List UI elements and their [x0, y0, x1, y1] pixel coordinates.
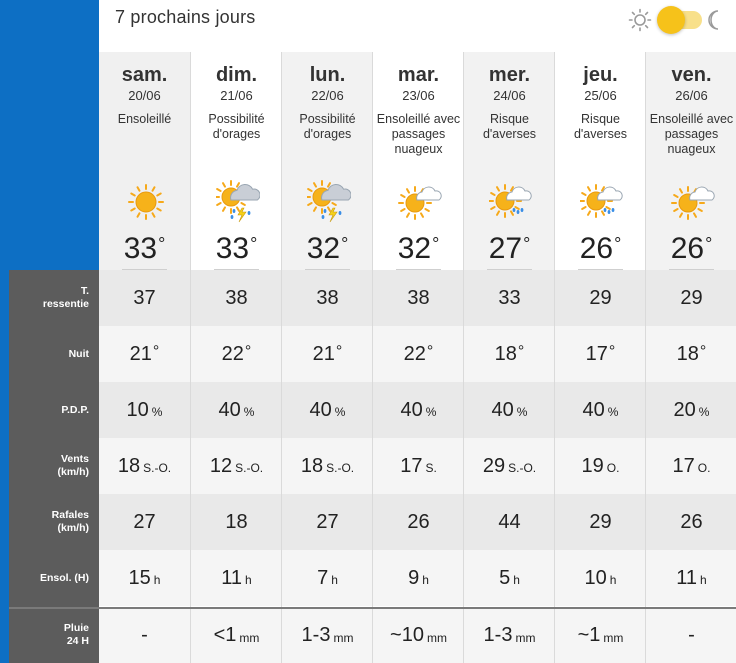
day-condition: Possibilité d'orages — [299, 112, 356, 141]
wind-speed-cell — [191, 438, 282, 494]
row-label-text — [58, 453, 90, 479]
wind-speed-cell — [646, 438, 736, 494]
wind-speed-cell — [282, 438, 373, 494]
rain-24h-value: ~10 — [390, 624, 424, 646]
day-header — [99, 52, 190, 270]
wind-speed-cell — [99, 438, 190, 494]
feels-like-value: 29 — [680, 286, 703, 309]
forecast-grid — [9, 52, 736, 663]
degree-sign: ° — [158, 234, 166, 254]
degree-sign: ° — [335, 343, 343, 360]
rain-24h-value: ~1 — [577, 624, 601, 646]
wind-speed-unit: O. — [697, 461, 711, 475]
day-header — [464, 52, 555, 270]
day-column — [554, 52, 646, 663]
wind-speed-cell — [373, 438, 464, 494]
day-date: 21/06 — [220, 88, 253, 103]
precip-prob-cell — [191, 382, 282, 438]
row-label — [9, 326, 99, 382]
day-column — [372, 52, 464, 663]
day-condition: Risque d'averses — [573, 112, 628, 141]
precip-prob-value: 20 — [673, 398, 696, 421]
day-condition: Ensoleillé — [117, 112, 172, 126]
gust-value: 27 — [133, 510, 156, 533]
row-label-line1: P.D.P. — [61, 403, 89, 416]
row-label-line2: 24 H — [66, 635, 89, 647]
wind-speed-value: 17 — [672, 454, 695, 477]
gust-value: 26 — [680, 510, 703, 533]
showers-icon — [489, 180, 533, 224]
precip-prob-unit: % — [151, 405, 163, 419]
day-date: 20/06 — [128, 88, 161, 103]
precip-prob-cell — [464, 382, 555, 438]
precip-prob-value: 10 — [126, 398, 149, 421]
precip-prob-unit: % — [243, 405, 255, 419]
temperature-value: 26 — [579, 232, 614, 265]
day-header — [373, 52, 464, 270]
thunderstorm-icon — [216, 180, 260, 224]
sunshine-unit: h — [422, 573, 429, 587]
sunshine-unit: h — [245, 573, 252, 587]
degree-sign: ° — [432, 234, 440, 254]
sunshine-value: 11 — [221, 566, 243, 589]
precip-prob-cell — [99, 382, 190, 438]
wind-speed-cell — [555, 438, 646, 494]
day-columns — [99, 52, 736, 663]
wind-speed-unit: S.-O. — [235, 461, 264, 475]
sunshine-cell — [282, 550, 373, 606]
sunshine-cell — [99, 550, 190, 606]
precip-prob-unit: % — [607, 405, 619, 419]
day-column — [99, 52, 190, 663]
precip-prob-unit: % — [698, 405, 710, 419]
degree-sign: ° — [608, 343, 616, 360]
sunshine-unit: h — [153, 573, 161, 587]
day-name: jeu. — [583, 64, 618, 86]
temperature-value: 27 — [488, 232, 523, 265]
moon-icon — [705, 8, 725, 32]
feels-like-cell — [191, 270, 282, 326]
temperature-value: 32 — [306, 232, 341, 265]
day-condition: Possibilité d'orages — [208, 112, 265, 141]
night-temp-value: 18 — [676, 342, 699, 365]
sunshine-unit: h — [700, 573, 707, 587]
precip-prob-cell — [282, 382, 373, 438]
feels-like-cell — [646, 270, 736, 326]
row-label-line1: T. — [80, 285, 89, 297]
day-column — [463, 52, 555, 663]
rain-separator — [9, 607, 736, 609]
gust-value: 29 — [589, 510, 612, 533]
gust-cell — [99, 494, 190, 550]
day-temperature — [555, 232, 646, 266]
row-label-text — [69, 348, 89, 361]
sun-icon — [628, 8, 652, 32]
feels-like-value: 37 — [133, 286, 156, 309]
day-date: 23/06 — [402, 88, 435, 103]
sunshine-cell — [191, 550, 282, 606]
day-condition: Risque d'averses — [482, 112, 537, 141]
night-temp-cell — [282, 326, 373, 382]
rain-24h-cell — [282, 608, 373, 663]
rain-24h-unit: mm — [333, 630, 354, 645]
row-label-text — [64, 622, 89, 648]
precip-prob-unit: % — [334, 405, 346, 419]
row-label-text — [61, 404, 89, 417]
wind-speed-unit: S.-O. — [143, 461, 172, 475]
showers-icon — [580, 180, 624, 224]
wind-speed-unit: S. — [425, 461, 437, 475]
row-label-line1: Pluie — [63, 622, 89, 634]
wind-speed-unit: O. — [606, 461, 620, 475]
precip-prob-value: 40 — [309, 398, 332, 421]
day-column — [645, 52, 736, 663]
precip-prob-value: 40 — [400, 398, 423, 421]
day-name: mar. — [397, 64, 440, 86]
wind-speed-cell — [464, 438, 555, 494]
night-temp-cell — [464, 326, 555, 382]
sunshine-value: 5 — [499, 566, 511, 589]
night-temp-value: 22 — [403, 342, 426, 365]
rain-24h-cell — [99, 608, 190, 663]
day-temperature — [282, 232, 373, 266]
precip-prob-cell — [646, 382, 736, 438]
gust-value: 18 — [225, 510, 248, 533]
gust-cell — [282, 494, 373, 550]
degree-sign: ° — [244, 343, 252, 360]
precip-prob-cell — [373, 382, 464, 438]
row-label — [9, 438, 99, 494]
temperature-value: 33 — [215, 232, 250, 265]
forecast-header — [99, 0, 736, 52]
feels-like-cell — [555, 270, 646, 326]
rain-24h-cell — [464, 608, 555, 663]
sunshine-cell — [464, 550, 555, 606]
night-temp-value: 21 — [129, 342, 152, 365]
rain-24h-unit: mm — [603, 630, 624, 645]
feels-like-cell — [373, 270, 464, 326]
day-name: sam. — [121, 64, 168, 86]
precip-prob-value: 40 — [491, 398, 514, 421]
row-label-line1: Vents — [60, 453, 89, 465]
theme-toggle[interactable] — [622, 6, 722, 32]
rain-24h-unit: mm — [239, 630, 260, 645]
rain-24h-value: 1-3 — [483, 624, 513, 646]
night-temp-cell — [555, 326, 646, 382]
gust-cell — [646, 494, 736, 550]
feels-like-value: 38 — [407, 286, 430, 309]
wind-speed-value: 19 — [581, 454, 604, 477]
rain-24h-cell — [373, 608, 464, 663]
night-temp-value: 17 — [585, 342, 608, 365]
row-label-line2: (km/h) — [57, 522, 89, 534]
rain-24h-value: - — [688, 624, 695, 646]
row-label-line1: Nuit — [68, 347, 89, 360]
day-temperature — [646, 232, 736, 266]
row-label — [9, 270, 99, 326]
day-column — [190, 52, 282, 663]
row-label — [9, 494, 99, 550]
gust-cell — [191, 494, 282, 550]
row-label-text — [43, 285, 89, 311]
degree-sign: ° — [517, 343, 525, 360]
day-column — [281, 52, 373, 663]
degree-sign: ° — [699, 343, 707, 360]
day-date: 24/06 — [493, 88, 526, 103]
precip-prob-unit: % — [425, 405, 437, 419]
row-label-line2: (km/h) — [57, 466, 89, 478]
degree-sign: ° — [614, 234, 622, 254]
day-header — [191, 52, 282, 270]
rain-24h-value: - — [141, 624, 148, 646]
sunshine-unit: h — [331, 573, 338, 587]
night-temp-value: 22 — [221, 342, 244, 365]
precip-prob-unit: % — [516, 405, 528, 419]
night-temp-cell — [646, 326, 736, 382]
sunshine-unit: h — [513, 573, 520, 587]
sunshine-value: 15 — [128, 566, 151, 589]
feels-like-value: 33 — [498, 286, 521, 309]
degree-sign: ° — [341, 234, 349, 254]
rain-24h-value: 1-3 — [301, 624, 331, 646]
row-label — [9, 607, 99, 663]
day-name: ven. — [671, 64, 712, 86]
gust-cell — [373, 494, 464, 550]
day-condition: Ensoleillé avec passages nuageux — [376, 112, 461, 156]
row-label-line1: Rafales — [51, 509, 89, 521]
degree-sign: ° — [705, 234, 713, 254]
night-temp-cell — [191, 326, 282, 382]
sun-cloud-icon — [671, 180, 715, 224]
feels-like-cell — [282, 270, 373, 326]
wind-speed-unit: S.-O. — [508, 461, 537, 475]
row-label-text — [52, 509, 89, 535]
page-title: 7 prochains jours — [115, 7, 256, 27]
row-label-text — [40, 572, 89, 585]
sunshine-cell — [555, 550, 646, 606]
feels-like-value: 38 — [225, 286, 248, 309]
degree-sign: ° — [250, 234, 258, 254]
day-name: mer. — [488, 64, 531, 86]
sunshine-unit: h — [609, 573, 617, 587]
sunshine-value: 11 — [676, 566, 698, 589]
sunshine-cell — [373, 550, 464, 606]
rain-24h-cell — [555, 608, 646, 663]
day-date: 25/06 — [584, 88, 617, 103]
row-label-line1: Ensol. (H) — [40, 571, 89, 584]
gust-value: 26 — [407, 510, 430, 533]
night-temp-cell — [99, 326, 190, 382]
rain-24h-cell — [191, 608, 282, 663]
temperature-value: 26 — [670, 232, 705, 265]
temperature-value: 32 — [397, 232, 432, 265]
sun-icon — [124, 180, 168, 224]
wind-speed-value: 18 — [117, 454, 141, 477]
degree-sign: ° — [426, 343, 434, 360]
feels-like-cell — [464, 270, 555, 326]
toggle-knob[interactable] — [657, 6, 685, 34]
temperature-value: 33 — [123, 232, 158, 265]
day-name: lun. — [309, 64, 346, 86]
gust-value: 44 — [498, 510, 521, 533]
gust-cell — [555, 494, 646, 550]
feels-like-value: 38 — [316, 286, 339, 309]
day-header — [555, 52, 646, 270]
rain-24h-cell — [646, 608, 736, 663]
night-temp-value: 18 — [494, 342, 517, 365]
day-date: 26/06 — [675, 88, 708, 103]
precip-prob-value: 40 — [218, 398, 241, 421]
row-label — [9, 382, 99, 438]
feels-like-cell — [99, 270, 190, 326]
degree-sign: ° — [152, 343, 160, 360]
sunshine-value: 7 — [317, 566, 329, 589]
rain-24h-unit: mm — [426, 630, 447, 645]
precip-prob-cell — [555, 382, 646, 438]
row-label — [9, 550, 99, 606]
day-temperature — [464, 232, 555, 266]
day-name: dim. — [215, 64, 258, 86]
wind-speed-value: 12 — [209, 454, 233, 477]
gust-value: 27 — [316, 510, 339, 533]
day-condition: Ensoleillé avec passages nuageux — [649, 112, 734, 156]
wind-speed-value: 29 — [482, 454, 506, 477]
row-label-line2: ressentie — [42, 298, 89, 310]
rain-24h-value: <1 — [213, 624, 237, 646]
sun-cloud-icon — [398, 180, 442, 224]
wind-speed-unit: S.-O. — [326, 461, 355, 475]
rain-24h-unit: mm — [515, 630, 536, 645]
thunderstorm-icon — [307, 180, 351, 224]
wind-speed-value: 17 — [400, 454, 423, 477]
night-temp-cell — [373, 326, 464, 382]
day-temperature — [373, 232, 464, 266]
day-header — [646, 52, 736, 270]
gust-cell — [464, 494, 555, 550]
day-header — [282, 52, 373, 270]
day-temperature — [99, 232, 190, 266]
sunshine-cell — [646, 550, 736, 606]
sunshine-value: 9 — [408, 566, 420, 589]
precip-prob-value: 40 — [582, 398, 605, 421]
sunshine-value: 10 — [584, 566, 607, 589]
day-date: 22/06 — [311, 88, 344, 103]
degree-sign: ° — [523, 234, 531, 254]
feels-like-value: 29 — [589, 286, 612, 309]
day-temperature — [191, 232, 282, 266]
night-temp-value: 21 — [312, 342, 335, 365]
wind-speed-value: 18 — [300, 454, 324, 477]
